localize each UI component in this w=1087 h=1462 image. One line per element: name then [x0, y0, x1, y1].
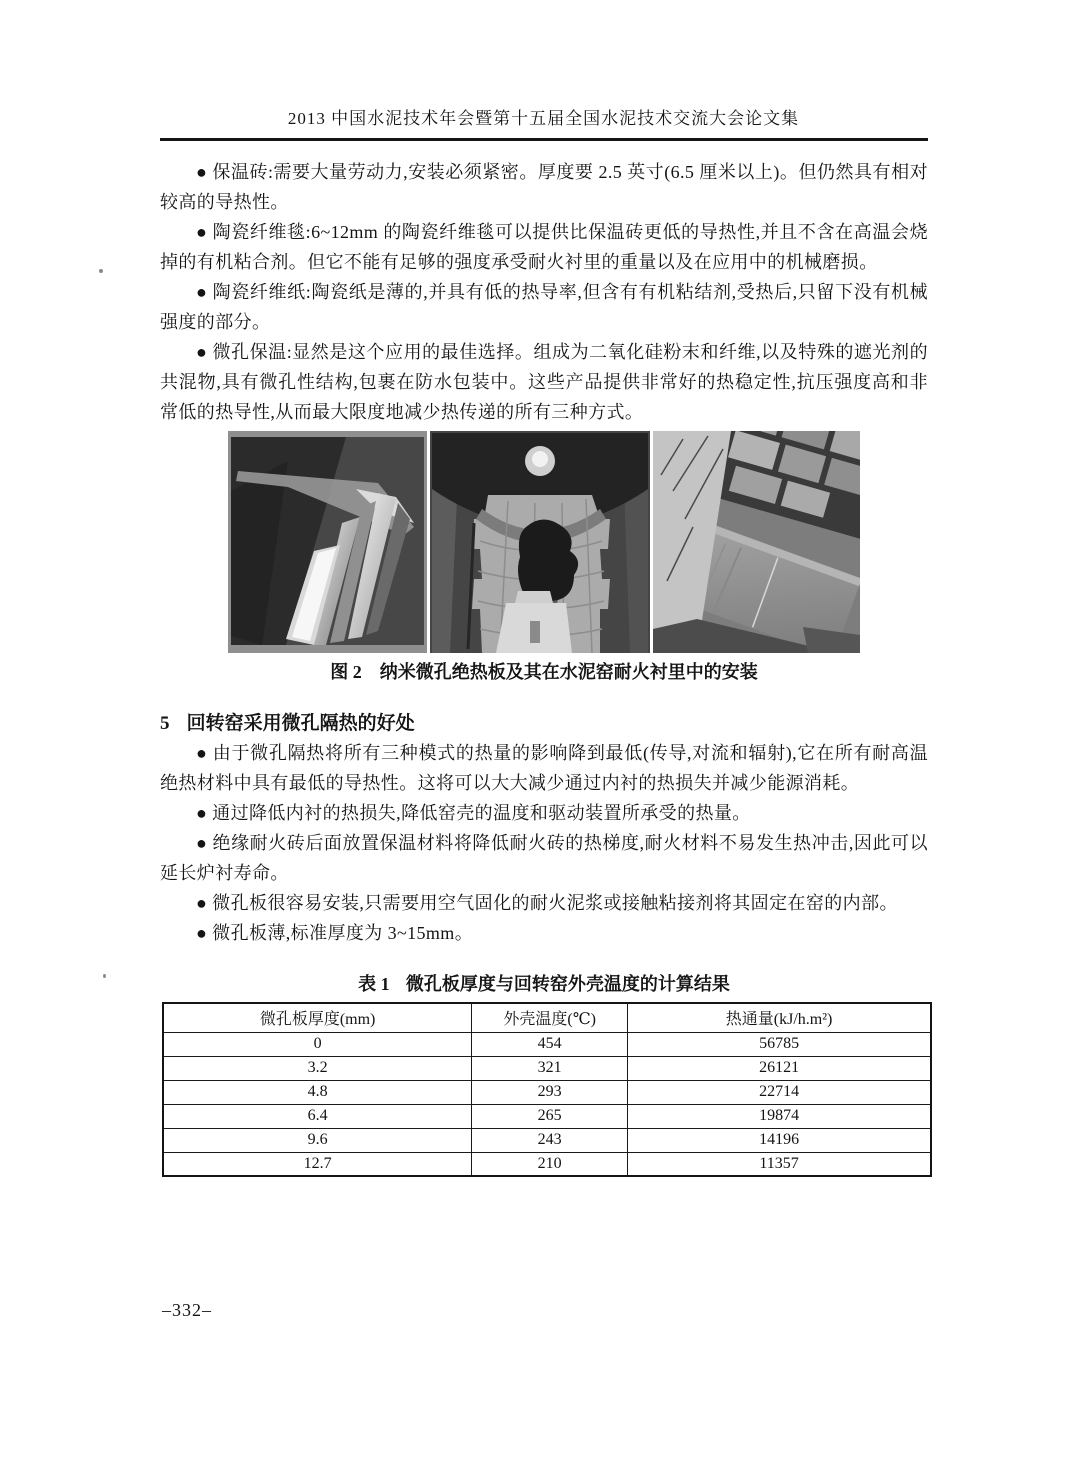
- bullet-paragraph: ● 陶瓷纤维毯:6~12mm 的陶瓷纤维毯可以提供比保温砖更低的导热性,并且不含在高温会烧掉的有机粘合剂。但它不能有足够的强度承受耐火衬里的重量以及在应用中的机械磨损。: [160, 222, 928, 272]
- photo-insulation-boards: [228, 431, 427, 653]
- bullet-paragraph: ● 由于微孔隔热将所有三种模式的热量的影响降到最低(传导,对流和辐射),它在所有耐高温绝热材料中具有最低的导热性。这将可以大大减少通过内衬的热损失并减少能源消耗。: [160, 743, 928, 793]
- section-5-title: 回转窑采用微孔隔热的好处: [186, 713, 415, 734]
- figure-2-caption-text: 纳米微孔绝热板及其在水泥窑耐火衬里中的安装: [379, 662, 758, 682]
- table-cell: 12.7: [163, 1152, 472, 1176]
- running-header: 2013 中国水泥技术年会暨第十五届全国水泥技术交流大会论文集: [287, 109, 800, 128]
- table-row: [163, 1128, 931, 1152]
- photo-brick-lining: [653, 431, 860, 653]
- photo-kiln-interior: [430, 431, 650, 653]
- bullet-paragraph: ● 微孔板很容易安装,只需要用空气固化的耐火泥浆或接触粘接剂将其固定在窑的内部。: [196, 893, 898, 913]
- page-body: [160, 157, 928, 1177]
- figure-2: [228, 431, 860, 684]
- column-header-shell-temperature: 外壳温度(℃): [472, 1003, 628, 1032]
- figure-2-label: 图 2: [330, 662, 362, 682]
- table-body: [163, 1032, 931, 1176]
- table-header-row: [163, 1003, 931, 1032]
- bullet-paragraph: ● 保温砖:需要大量劳动力,安装必须紧密。厚度要 2.5 英寸(6.5 厘米以上)。但仍然具有相对较高的导热性。: [160, 162, 928, 212]
- table-row: [163, 1104, 931, 1128]
- table-cell: 454: [472, 1032, 628, 1056]
- table-cell: 210: [472, 1152, 628, 1176]
- table-cell: 4.8: [163, 1080, 472, 1104]
- footer-page-number: –332–: [162, 1300, 212, 1320]
- table-row: [163, 1032, 931, 1056]
- table-cell: 14196: [628, 1128, 931, 1152]
- table-row: [163, 1056, 931, 1080]
- bullet-paragraph: ● 陶瓷纤维纸:陶瓷纸是薄的,并具有低的热导率,但含有有机粘结剂,受热后,只留下没有机械强度的部分。: [160, 282, 928, 332]
- table-cell: 11357: [628, 1152, 931, 1176]
- table-1-title: [160, 972, 928, 997]
- column-header-heat-flux: 热通量(kJ/h.m²): [628, 1003, 931, 1032]
- column-header-thickness: 微孔板厚度(mm): [163, 1003, 472, 1032]
- bullet-paragraph: ● 绝缘耐火砖后面放置保温材料将降低耐火砖的热梯度,耐火材料不易发生热冲击,因此可以延长炉衬寿命。: [160, 833, 928, 883]
- scan-artifact-dot: [103, 974, 106, 978]
- table-row: [163, 1152, 931, 1176]
- table-cell: 6.4: [163, 1104, 472, 1128]
- table-cell: 56785: [628, 1032, 931, 1056]
- bullet-paragraph: ● 通过降低内衬的热损失,降低窑壳的温度和驱动装置所承受的热量。: [196, 803, 751, 823]
- table-cell: 19874: [628, 1104, 931, 1128]
- table-cell: 26121: [628, 1056, 931, 1080]
- table-cell: 3.2: [163, 1056, 472, 1080]
- table-cell: 22714: [628, 1080, 931, 1104]
- section-5-number: 5: [160, 713, 170, 734]
- scan-artifact-dot: [99, 269, 103, 273]
- table-1-label: 表 1: [358, 974, 390, 994]
- bullet-paragraph: ● 微孔保温:显然是这个应用的最佳选择。组成为二氧化硅粉末和纤维,以及特殊的遮光剂的共混物,具有微孔性结构,包裹在防水包装中。这些产品提供非常好的热稳定性,抗压强度高和非常低的热导性,从而最大限度地减少热传递的所有三种方式。: [160, 342, 928, 422]
- table-cell: 9.6: [163, 1128, 472, 1152]
- figure-2-caption: [228, 660, 860, 684]
- table-cell: 0: [163, 1032, 472, 1056]
- table-row: [163, 1080, 931, 1104]
- section-5-heading: [160, 710, 928, 738]
- table-cell: 293: [472, 1080, 628, 1104]
- table-1-title-text: 微孔板厚度与回转窑外壳温度的计算结果: [405, 974, 730, 994]
- table-1: [162, 1002, 932, 1177]
- bullet-paragraph: ● 微孔板薄,标准厚度为 3~15mm。: [196, 923, 474, 943]
- table-cell: 321: [472, 1056, 628, 1080]
- table-cell: 265: [472, 1104, 628, 1128]
- header-rule: [160, 138, 928, 141]
- figure-2-photo-strip: [228, 431, 860, 653]
- table-cell: 243: [472, 1128, 628, 1152]
